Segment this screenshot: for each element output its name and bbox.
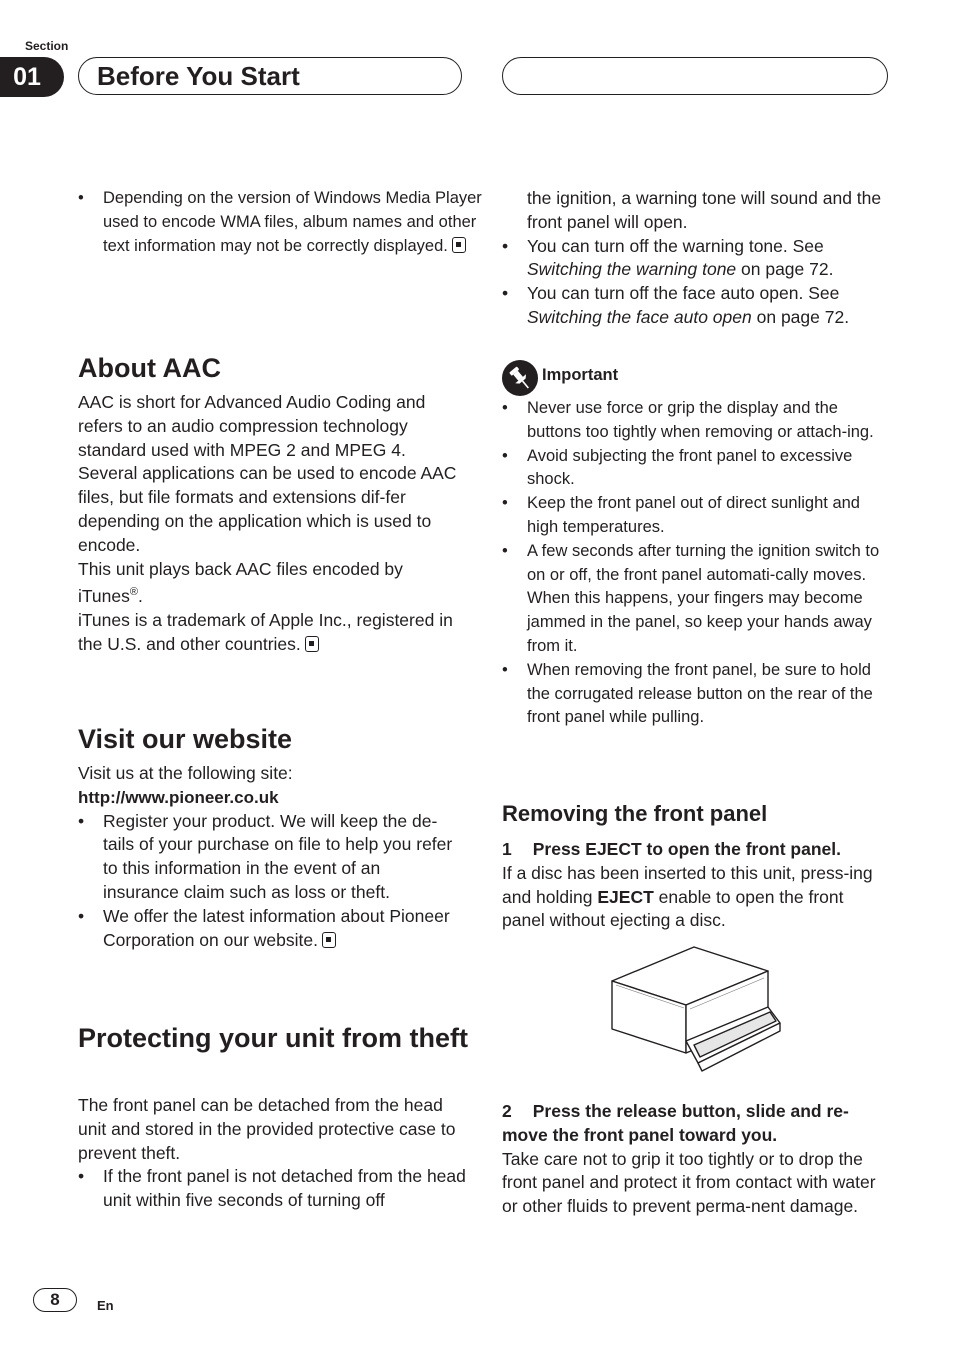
end-mark-icon bbox=[322, 932, 336, 948]
important-item: • A few seconds after turning the ignition switch to on or off, the front panel automati-cally moves. When this happens, your fingers may become jammed in the panel, so keep your hands away from it. bbox=[502, 540, 892, 659]
section-title: Before You Start bbox=[97, 61, 300, 91]
tone-bullet: • You can turn off the warning tone. See Switching the warning tone on page 72. bbox=[502, 235, 892, 283]
aac-heading: About AAC bbox=[78, 353, 221, 383]
face-bullet: • You can turn off the face auto open. See Switching the face auto open on page 72. bbox=[502, 282, 892, 330]
aac-body bbox=[78, 391, 458, 657]
tone-reference: Switching the warning tone bbox=[527, 259, 737, 280]
continued-text: the ignition, a warning tone will sound and the front panel will open. bbox=[527, 188, 882, 232]
page-number: 8 bbox=[33, 1288, 77, 1312]
front-panel-illustration bbox=[606, 945, 784, 1073]
website-body bbox=[78, 762, 460, 952]
step-2-title: 2 Press the release button, slide and re-move the front panel toward you. bbox=[502, 1101, 849, 1145]
website-bullet-1: • Register your product. We will keep the de-tails of your purchase on file to help you refer to this information in the event of an insurance claim such as loss or theft. bbox=[78, 810, 460, 905]
end-mark-icon bbox=[452, 237, 466, 253]
step-2 bbox=[502, 1100, 882, 1219]
section-number-tab: 01 bbox=[0, 57, 64, 97]
important-label: Important bbox=[542, 366, 619, 384]
website-bullet-2: • We offer the latest information about Pioneer Corporation on our website. bbox=[78, 905, 460, 953]
language-code: En bbox=[97, 1298, 114, 1313]
website-url-link[interactable]: http://www.pioneer.co.uk bbox=[78, 787, 279, 807]
website-heading: Visit our website bbox=[78, 724, 293, 754]
section-title-pill bbox=[78, 57, 462, 95]
aac-para-1: AAC is short for Advanced Audio Coding and refers to an audio compression technology standard used with MPEG 2 and MPEG 4. Several applications can be used to encode AAC files, but file formats and extensions dif-fer depending on the application which is used to encode. bbox=[78, 392, 457, 555]
theft-para: The front panel can be detached from the head unit and stored in the provided protective case to prevent theft. bbox=[78, 1095, 456, 1163]
removing-heading: Removing the front panel bbox=[502, 801, 768, 826]
aac-para-2: This unit plays back AAC files encoded by iTunes®. bbox=[78, 558, 403, 607]
end-mark-icon bbox=[305, 636, 319, 652]
important-item: • Never use force or grip the display and the buttons too tightly when removing or attach-ing. bbox=[502, 397, 892, 445]
theft-heading: Protecting your unit from theft bbox=[78, 1023, 468, 1053]
important-item: • When removing the front panel, be sure to hold the corrugated release button on the rear of the front panel while pulling. bbox=[502, 659, 892, 730]
important-list bbox=[502, 397, 892, 730]
theft-bullet: • If the front panel is not detached from the head unit within five seconds of turning off bbox=[78, 1165, 466, 1213]
face-reference: Switching the face auto open bbox=[527, 306, 752, 327]
step-2-body: Take care not to grip it too tightly or to drop the front panel and protect it from contact with water or other fluids to prevent perma-nent damage. bbox=[502, 1148, 876, 1217]
theft-body bbox=[78, 1094, 466, 1213]
empty-header-pill bbox=[502, 57, 888, 95]
important-pin-icon bbox=[502, 360, 538, 396]
aac-para-3: iTunes is a trademark of Apple Inc., registered in the U.S. and other countries. bbox=[78, 610, 453, 654]
wma-bullet: • Depending on the version of Windows Media Player used to encode WMA files, album names and other text information may not be correctly displayed. bbox=[78, 187, 483, 258]
important-item: • Keep the front panel out of direct sunlight and high temperatures. bbox=[502, 492, 892, 540]
step-1-title: 1 Press EJECT to open the front panel. bbox=[502, 839, 841, 859]
step-1 bbox=[502, 838, 882, 933]
important-item: • Avoid subjecting the front panel to excessive shock. bbox=[502, 445, 892, 493]
step-1-body: If a disc has been inserted to this unit, press-ing and holding EJECT enable to open the front panel without ejecting a disc. bbox=[502, 862, 873, 931]
website-intro: Visit us at the following site: bbox=[78, 763, 293, 783]
section-label: Section bbox=[25, 39, 69, 53]
right-top-body bbox=[502, 187, 892, 330]
